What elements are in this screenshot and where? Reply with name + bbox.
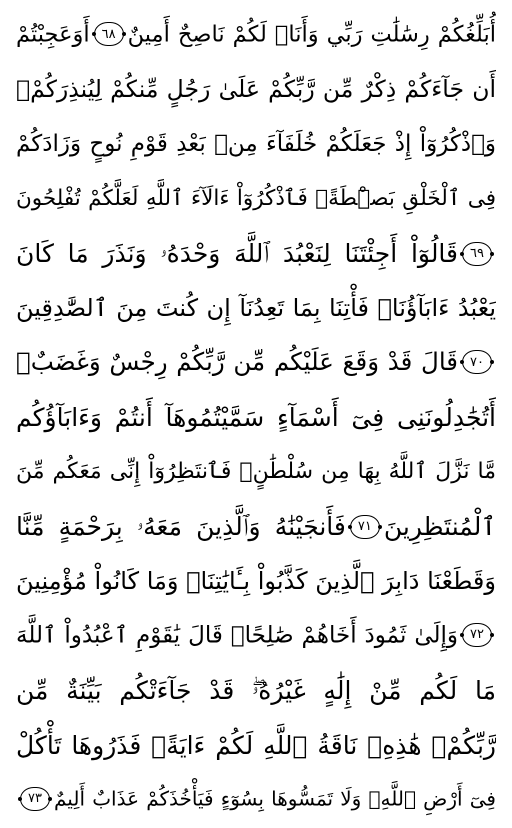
text-line-content [16,347,496,377]
text-line-content [16,294,496,323]
text-line-content [16,567,496,596]
text-line [16,172,496,227]
text-line [16,499,496,554]
text-line [16,663,496,718]
text-line [16,609,496,664]
text-line-content [16,730,496,760]
ayah-number-marker: ٦٩ [462,242,492,266]
text-line-content [16,788,496,812]
verse-text: أَتُجَٰدِلُونَنِى فِىٓ أَسْمَآءٍ سَمَّيْتُمُوهَآ أَنتُمْ وَءَابَآؤُكُم [16,402,496,432]
text-line [16,226,496,281]
verse-text: قَالُوٓاْ أَجِئْتَنَا لِنَعْبُدَ ٱللَّهَ وَحْدَهُۥ وَنَذَرَ مَا كَانَ [16,238,458,268]
verse-text: فِىٓ أَرْضِ ٱللَّهِۖ وَلَا تَمَسُّوهَا بِسُوٓءٍ فَيَأْخُذَكُمْ عَذَابٌ أَلِيمٌ [54,786,496,811]
text-line [16,281,496,336]
text-line [16,63,496,118]
text-line-content [16,238,496,268]
text-line-content [16,188,496,210]
verse-text: فَأَنجَيْنَٰهُ وَٱلَّذِينَ مَعَهُۥ بِرَحْمَةٍ مِّنَّا [16,511,346,541]
verse-text: مَا لَكُم مِّنْ إِلَٰهٍ غَيْرُهُۥۖ قَدْ جَآءَتْكُم بَيِّنَةٌ مِّن [16,675,496,705]
text-line [16,8,496,63]
text-line-content [16,130,496,157]
text-line-content [16,624,496,648]
verse-text: وَٱذْكُرُوٓاْ إِذْ جَعَلَكُمْ خُلَفَآءَ مِنۢ بَعْدِ قَوْمِ نُوحٍ وَزَادَكُمْ [16,130,496,157]
verse-text: وَإِلَىٰ ثَمُودَ أَخَاهُمْ صَٰلِحًاۗ قَالَ يَٰقَوْمِ ٱعْبُدُواْ ٱللَّهَ [16,622,458,649]
text-line-content [16,511,496,541]
text-line-content [16,402,496,432]
text-line-content [16,23,496,47]
ayah-number-marker: ٦٨ [94,22,124,46]
verse-text: أَوَعَجِبْتُمْ [16,21,90,48]
verse-text: فِى ٱلْخَلْقِ بَصْۜطَةًۖ فَٱذْكُرُوٓاْ ءَالَآءَ ٱللَّهِ لَعَلَّكُمْ تُفْلِحُونَ [16,186,496,212]
text-line [16,117,496,172]
verse-text: أُبَلِّغُكُمْ رِسَٰلَٰتِ رَبِّي وَأَنَا۠ لَكُمْ نَاصِحٌ أَمِينٌ [127,21,496,48]
verse-text: رَّبِّكُمْۖ هَٰذِهِۦ نَاقَةُ ٱللَّهِ لَكُمْ ءَايَةًۖ فَذَرُوهَا تَأْكُلْ [16,730,496,760]
text-line-content [16,461,496,483]
ayah-number-marker: ٧٠ [462,350,492,374]
ayah-number-marker: ٧٣ [20,787,50,811]
ayah-number-marker: ٧١ [350,515,380,539]
text-line [16,718,496,773]
verse-text: وَقَطَعْنَا دَابِرَ ٱلَّذِينَ كَذَّبُواْ بِـَٔايَٰتِنَاۖ وَمَا كَانُواْ مُؤْمِنِينَ [16,567,496,596]
text-line [16,336,496,391]
text-line [16,772,496,827]
verse-text: ٱلْمُنتَظِرِينَ [383,511,496,541]
text-line-content [16,75,496,104]
verse-text: مَّا نَزَّلَ ٱللَّهُ بِهَا مِن سُلْطَٰنٍۚ فَٱنتَظِرُوٓاْ إِنِّى مَعَكُم مِّنَ [16,459,496,485]
verse-text: قَالَ قَدْ وَقَعَ عَلَيْكُم مِّن رَّبِّكُمْ رِجْسٌ وَغَضَبٌۖ [16,347,458,377]
verse-text: يَعْبُدُ ءَابَآؤُنَاۖ فَأْتِنَا بِمَا تَعِدُنَآ إِن كُنتَ مِنَ ٱلصَّٰدِقِينَ [16,294,496,323]
text-line [16,554,496,609]
verse-text: أَن جَآءَكُمْ ذِكْرٌ مِّن رَّبِّكُمْ عَلَىٰ رَجُلٍ مِّنكُمْ لِيُنذِرَكُمْۚ [16,75,496,104]
text-line [16,445,496,500]
ayah-number-marker: ٧٢ [462,623,492,647]
text-line [16,390,496,445]
text-line-content [16,675,496,705]
